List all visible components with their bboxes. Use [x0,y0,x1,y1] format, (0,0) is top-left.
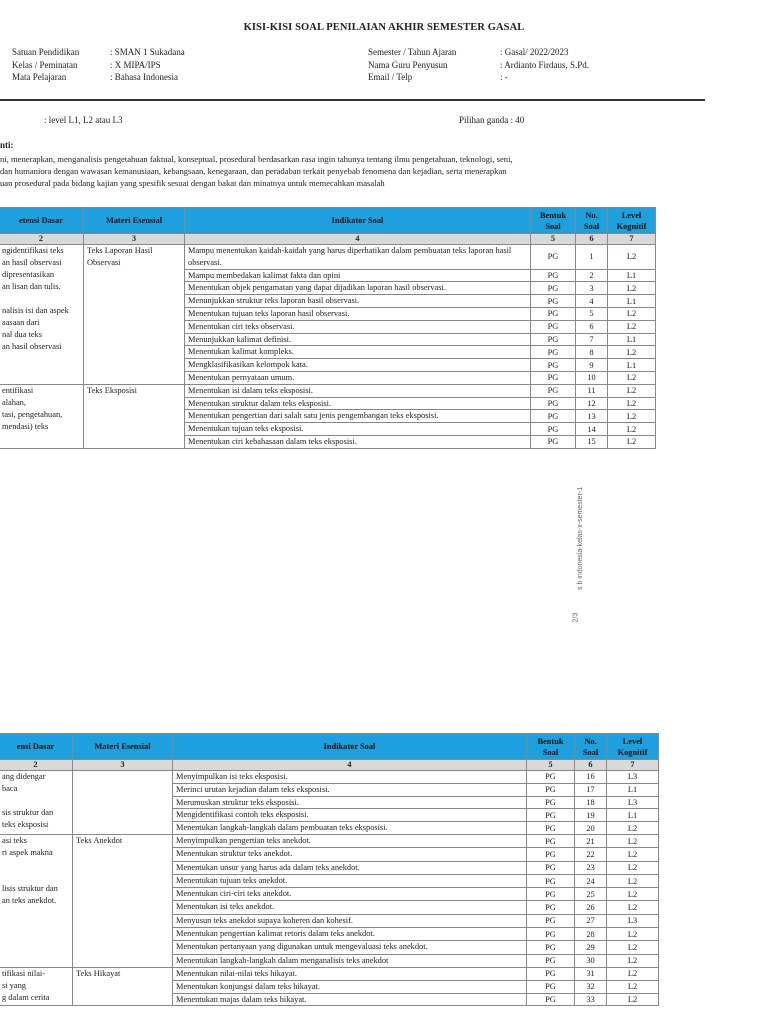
bentuk-soal-cell: PG [531,371,576,384]
indikator-soal-cell: Menyimpulkan pengertian teks anekdot. [173,834,527,847]
kompetensi-dasar-line: entifikasi [2,385,34,395]
side-watermark [566,480,584,590]
nomor-soal-cell: 31 [575,967,607,980]
kompetensi-dasar-line: sis struktur dan [2,808,54,817]
level-kognitif-cell: L2 [608,346,656,359]
level-kognitif-cell: L1 [608,333,656,346]
indikator-soal-cell: Menentukan tujuan teks laporan hasil observasi. [185,307,531,320]
indikator-soal-cell: Menentukan tujuan teks anekdot. [173,874,527,887]
col-bentuk-header: Bentuk Soal [531,208,576,234]
level-kognitif-cell: L2 [608,397,656,410]
level-kognitif-cell: L2 [607,888,659,901]
level-kognitif-cell: L2 [607,967,659,980]
kompetensi-dasar-line: teks eksposisi [2,820,49,829]
meta-left [12,46,185,84]
indikator-soal-cell: Menentukan struktur dalam teks eksposisi. [185,397,531,410]
nomor-soal-cell: 9 [576,359,608,372]
nomor-soal-cell: 23 [575,861,607,874]
nomor-soal-cell: 13 [576,410,608,423]
indikator-soal-cell: Menentukan struktur teks anekdot. [173,848,527,861]
indikator-soal-cell: Menentukan kalimat kompleks. [185,346,531,359]
bentuk-soal-cell: PG [527,941,575,954]
materi-esensial-cell: Teks Hikayat [73,967,173,1005]
bentuk-soal-cell: PG [531,410,576,423]
indikator-soal-cell: Menyimpulkan isi teks eksposisi. [173,771,527,784]
kompetensi-inti-line: dan humaniora dengan wawasan kemanusiaan, kebangsaan, kenegaraan, dan peradaban terkait penyebab fenomena dan kejadian, serta menerapkan [0,166,507,176]
meta-label: Mata Pelajaran [12,72,67,83]
level-kognitif-cell: L3 [607,771,659,784]
indikator-soal-cell: Merinci urutan kejadian dalam teks eksposisi. [173,783,527,796]
nomor-soal-cell: 6 [576,320,608,333]
bentuk-soal-cell: PG [531,333,576,346]
indikator-soal-cell: Menentukan konjungsi dalam teks hikayat. [173,980,527,993]
kompetensi-dasar-line: ngidentifikasi teks [2,246,64,255]
kompetensi-dasar-cell [0,967,73,1005]
kompetensi-dasar-line: nal dua teks [2,330,43,339]
col-no-header: No. Soal [575,734,607,760]
kompetensi-dasar-line [2,955,69,967]
indikator-soal-cell: Menentukan pengertian dari salah satu jenis pengembangan teks eksposisi. [185,410,531,423]
level-kognitif-cell: L2 [608,307,656,320]
bentuk-soal-cell: PG [527,928,575,941]
kompetensi-inti-label: nti: [0,140,14,150]
bentuk-soal-cell: PG [531,397,576,410]
meta-value: : Gasal/ 2022/2023 [500,47,569,57]
table-row [0,384,656,397]
indikator-soal-cell: Menentukan tujuan teks eksposisi. [185,423,531,436]
indikator-soal-cell: Menentukan isi dalam teks eksposisi. [185,384,531,397]
nomor-soal-cell: 18 [575,796,607,809]
kompetensi-dasar-line: asi teks [2,835,27,845]
kompetensi-dasar-line: mendasi) teks [2,421,49,431]
col-number: 3 [84,234,185,245]
level-kognitif-cell: L2 [608,384,656,397]
nomor-soal-cell: 12 [576,397,608,410]
indikator-soal-cell: Mengidentifikasi contoh teks eksposisi. [173,809,527,822]
indikator-soal-cell: Menentukan unsur yang harus ada dalam teks anekdot. [173,861,527,874]
col-indikator-header: Indikator Soal [185,208,531,234]
materi-esensial-cell [73,771,173,835]
level-kognitif-cell: L1 [607,783,659,796]
nomor-soal-cell: 4 [576,295,608,308]
meta-label: Satuan Pendidikan [12,47,80,57]
indikator-soal-cell: Menunjukkan kalimat definisi. [185,333,531,346]
level-kognitif-cell: L2 [607,834,659,847]
nomor-soal-cell: 33 [575,993,607,1006]
col-indikator-header: Indikator Soal [173,734,527,760]
col-kd-header: ensi Dasar [0,734,73,760]
materi-esensial-cell: Teks Eksposisi [84,384,185,448]
kompetensi-dasar-line: tifikasi nilai- [2,968,46,978]
level-kognitif-cell: L2 [608,435,656,448]
level-kognitif-cell: L3 [607,914,659,927]
level-kognitif-cell: L1 [608,269,656,282]
bentuk-soal-cell: PG [527,771,575,784]
nomor-soal-cell: 30 [575,954,607,967]
level-kognitif-cell: L2 [608,371,656,384]
indikator-soal-cell: Menunjukkan struktur teks laporan hasil observasi. [185,295,531,308]
nomor-soal-cell: 27 [575,914,607,927]
nomor-soal-cell: 26 [575,901,607,914]
bentuk-soal-cell: PG [531,359,576,372]
kompetensi-dasar-line: ang didengar [2,772,46,781]
bentuk-soal-cell: PG [531,295,576,308]
table-row [0,967,659,980]
level-kognitif-cell: L2 [607,980,659,993]
kompetensi-dasar-line [2,931,69,943]
bentuk-soal-cell: PG [531,282,576,295]
bentuk-soal-cell: PG [527,980,575,993]
table-row [0,245,656,270]
nomor-soal-cell: 8 [576,346,608,359]
bentuk-soal-cell: PG [527,834,575,847]
kompetensi-dasar-line [2,293,80,305]
indikator-soal-cell: Merumuskan struktur teks eksposisi. [173,796,527,809]
nomor-soal-cell: 11 [576,384,608,397]
kompetensi-dasar-line: aasaan dari [2,318,40,327]
kompetensi-dasar-cell [0,384,84,448]
nomor-soal-cell: 17 [575,783,607,796]
kisi-kisi-table-1 [0,207,656,449]
kompetensi-inti-line: ni, menerapkan, menganalisis pengetahuan faktual, konseptual, prosedural berdasarkan rasa ingin tahunya tentang ilmu pengetahuan, teknologi, seni, [0,154,513,164]
meta-value: : Bahasa Indonesia [110,72,178,83]
col-number: 7 [607,760,659,771]
level-kognitif-cell: L2 [607,993,659,1006]
level-text: : level L1, L2 atau L3 [44,115,123,125]
nomor-soal-cell: 16 [575,771,607,784]
col-level-header: Level Kognitif [608,208,656,234]
col-level-header: Level Kognitif [607,734,659,760]
level-kognitif-cell: L2 [607,928,659,941]
col-number: 5 [527,760,575,771]
bentuk-soal-cell: PG [527,954,575,967]
level-kognitif-cell: L3 [607,796,659,809]
table-row [0,771,659,784]
nomor-soal-cell: 24 [575,874,607,887]
document-title: KISI-KISI SOAL PENILAIAN AKHIR SEMESTER GASAL [243,22,525,33]
bentuk-soal-cell: PG [531,423,576,436]
nomor-soal-cell: 3 [576,282,608,295]
col-number: 4 [185,234,531,245]
indikator-soal-cell: Menentukan ciri teks observasi. [185,320,531,333]
nomor-soal-cell: 1 [576,245,608,270]
indikator-soal-cell: Menentukan ciri kebahasaan dalam teks eksposisi. [185,435,531,448]
kompetensi-dasar-line: nalisis isi dan aspek [2,306,69,315]
kompetensi-dasar-line: dipresentasikan [2,270,55,279]
level-kognitif-cell: L2 [607,874,659,887]
bentuk-soal-cell: PG [527,783,575,796]
meta-label: Email / Telp [368,72,413,83]
meta-label: Nama Guru Penyusun [368,59,448,70]
indikator-soal-cell: Menentukan ciri-ciri teks anekdot. [173,888,527,901]
col-number: 3 [73,760,173,771]
level-kognitif-cell: L2 [607,901,659,914]
nomor-soal-cell: 21 [575,834,607,847]
level-kognitif-cell: L2 [608,282,656,295]
col-number: 6 [576,234,608,245]
level-kognitif-cell: L2 [608,423,656,436]
level-kognitif-cell: L2 [607,848,659,861]
level-kognitif-cell: L2 [607,941,659,954]
bentuk-soal-cell: PG [531,435,576,448]
nomor-soal-cell: 5 [576,307,608,320]
col-kd-header: etensi Dasar [0,208,84,234]
level-kognitif-cell: L1 [607,809,659,822]
bentuk-soal-cell: PG [527,874,575,887]
indikator-soal-cell: Menentukan pernyataan umum. [185,371,531,384]
col-number: 7 [608,234,656,245]
indikator-soal-cell: Menentukan majas dalam teks hikayat. [173,993,527,1006]
kompetensi-dasar-line: baca [2,784,18,793]
bentuk-soal-cell: PG [527,822,575,835]
bentuk-soal-cell: PG [531,307,576,320]
nomor-soal-cell: 15 [576,435,608,448]
nomor-soal-cell: 7 [576,333,608,346]
kompetensi-dasar-line: alahan, [2,397,26,407]
kompetensi-dasar-line: ri aspek makna [2,847,53,857]
kompetensi-dasar-line: tasi, pengetahuan, [2,409,63,419]
bentuk-soal-cell: PG [527,967,575,980]
kompetensi-dasar-line [2,871,69,883]
bentuk-soal-cell: PG [531,245,576,270]
header-divider [0,99,705,101]
page-number: 2/3 [572,612,580,623]
level-kognitif-cell: L1 [608,295,656,308]
meta-value: : X MIPA/IPS [110,59,161,70]
indikator-soal-cell: Menentukan pertanyaan yang digunakan untuk mengevaluasi teks anekdot. [173,941,527,954]
kompetensi-dasar-line [2,919,69,931]
kompetensi-dasar-cell [0,245,84,385]
meta-value: : - [500,72,508,83]
bentuk-soal-cell: PG [527,888,575,901]
col-number: 5 [531,234,576,245]
side-watermark-text: s b indonesia-kelas-x-semester-1 [577,486,584,590]
bentuk-soal-cell: PG [527,861,575,874]
indikator-soal-cell: Menentukan isi teks anekdot. [173,901,527,914]
bentuk-soal-cell: PG [531,346,576,359]
col-materi-header: Materi Esensial [84,208,185,234]
materi-esensial-cell: Teks Anekdot [73,834,173,967]
indikator-soal-cell: Menentukan langkah-langkah dalam pembuatan teks eksposisi. [173,822,527,835]
indikator-soal-cell: Menentukan langkah-langkah dalam menganalisis teks anekdot [173,954,527,967]
col-no-header: No. Soal [576,208,608,234]
level-kognitif-cell: L2 [607,822,659,835]
indikator-soal-cell: Mengklasifikasikan kelompok kata. [185,359,531,372]
meta-right [368,46,589,84]
kompetensi-dasar-cell [0,771,73,835]
level-kognitif-cell: L2 [607,861,659,874]
nomor-soal-cell: 2 [576,269,608,282]
nomor-soal-cell: 10 [576,371,608,384]
kompetensi-dasar-line: g dalam cerita [2,992,50,1002]
nomor-soal-cell: 25 [575,888,607,901]
bentuk-soal-cell: PG [531,384,576,397]
table-row [0,834,659,847]
materi-esensial-cell: Teks Laporan Hasil Observasi [84,245,185,385]
col-materi-header: Materi Esensial [73,734,173,760]
col-number: 6 [575,760,607,771]
kompetensi-dasar-line [2,859,69,871]
kompetensi-dasar-cell [0,834,73,967]
indikator-soal-cell: Mampu menentukan kaidah-kaidah yang harus diperhatikan dalam pembuatan teks laporan hasil observasi. [185,245,531,270]
nomor-soal-cell: 20 [575,822,607,835]
nomor-soal-cell: 28 [575,928,607,941]
bentuk-soal-cell: PG [531,320,576,333]
kompetensi-dasar-line: lisis struktur dan [2,883,58,893]
indikator-soal-cell: Menentukan pengertian kalimat retoris dalam teks anekdot. [173,928,527,941]
nomor-soal-cell: 19 [575,809,607,822]
bentuk-soal-cell: PG [527,993,575,1006]
nomor-soal-cell: 14 [576,423,608,436]
level-kognitif-cell: L2 [608,320,656,333]
kompetensi-dasar-line: an hasil observasi [2,342,62,351]
level-kognitif-cell: L2 [607,954,659,967]
kompetensi-dasar-line [2,795,69,807]
indikator-soal-cell: Menyusun teks anekdot supaya koheren dan kohesif. [173,914,527,927]
kisi-kisi-table-2 [0,733,659,1006]
kompetensi-inti-line: uan prosedural pada bidang kajian yang spesifik sesuai dengan bakat dan minatnya untuk memecahkan masalah [0,178,385,188]
kompetensi-dasar-line [2,943,69,955]
kompetensi-dasar-line: an lisan dan tulis. [2,282,61,291]
bentuk-soal-cell: PG [531,269,576,282]
level-kognitif-cell: L1 [608,359,656,372]
nomor-soal-cell: 29 [575,941,607,954]
indikator-soal-cell: Menentukan objek pengamatan yang dapat dijadikan laporan hasil observasi. [185,282,531,295]
kompetensi-dasar-line: si yang [2,980,26,990]
nomor-soal-cell: 22 [575,848,607,861]
bentuk-soal-cell: PG [527,809,575,822]
pilihan-ganda-text: Pilihan ganda : 40 [459,115,525,125]
level-kognitif-cell: L2 [608,245,656,270]
indikator-soal-cell: Mampu membedakan kalimat fakta dan opini [185,269,531,282]
bentuk-soal-cell: PG [527,914,575,927]
indikator-soal-cell: Menentukan nilai-nilai teks hikayat. [173,967,527,980]
col-number: 2 [0,760,73,771]
nomor-soal-cell: 32 [575,980,607,993]
meta-value: : SMAN 1 Sukadana [110,47,185,57]
kompetensi-dasar-line [2,907,69,919]
kompetensi-dasar-line: an teks anekdot. [2,895,57,905]
col-number: 2 [0,234,84,245]
bentuk-soal-cell: PG [527,796,575,809]
bentuk-soal-cell: PG [527,901,575,914]
bentuk-soal-cell: PG [527,848,575,861]
meta-value: : Ardianto Firdaus, S.Pd. [500,59,590,70]
col-number: 4 [173,760,527,771]
meta-label: Semester / Tahun Ajaran [368,47,457,57]
meta-label: Kelas / Peminatan [12,59,78,70]
kompetensi-dasar-line: an hasil observasi [2,258,62,267]
kompetensi-inti-text [0,153,712,189]
level-kognitif-cell: L2 [608,410,656,423]
col-bentuk-header: Bentuk Soal [527,734,575,760]
